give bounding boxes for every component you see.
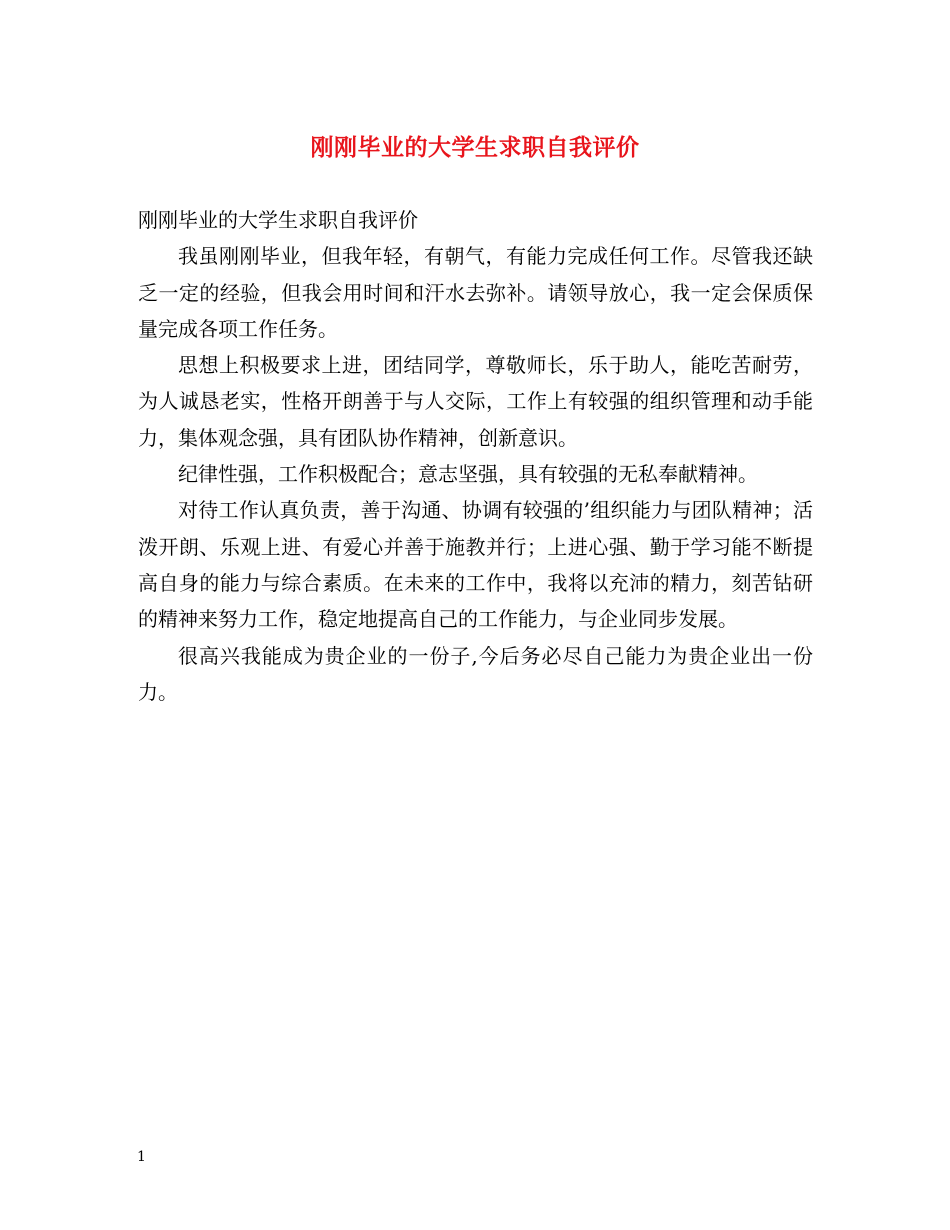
paragraph-3: 纪律性强，工作积极配合；意志坚强，具有较强的无私奉献精神。 — [178, 462, 758, 487]
document-subtitle: 刚刚毕业的大学生求职自我评价 — [138, 208, 418, 232]
paragraph-4: 对待工作认真负责，善于沟通、协调有较强的’组织能力与团队精神；活泼开朗、乐观上进、有爱心并善于施教并行；上进心强、勤于学习能不断提高自身的能力与综合素质。在未来的工作中，我将以充沛的精力，刻苦钻研的精神来努力工作，稳定地提高自己的工作能力，与企业同步发展。 — [138, 498, 813, 632]
document-body — [138, 202, 813, 710]
page-title: 刚刚毕业的大学生求职自我评价 — [310, 134, 640, 161]
paragraph-1: 我虽刚刚毕业，但我年轻，有朝气，有能力完成任何工作。尽管我还缺乏一定的经验，但我会用时间和汗水去弥补。请领导放心，我一定会保质保量完成各项工作任务。 — [138, 244, 813, 341]
paragraph-2: 思想上积极要求上进，团结同学，尊敬师长，乐于助人，能吃苦耐劳，为人诚恳老实，性格开朗善于与人交际，工作上有较强的组织管理和动手能力，集体观念强，具有团队协作精神，创新意识。 — [138, 353, 813, 450]
page-number: 1 — [137, 1149, 146, 1165]
paragraph-5: 很高兴我能成为贵企业的一份子,今后务必尽自己能力为贵企业出一份力。 — [138, 643, 813, 704]
